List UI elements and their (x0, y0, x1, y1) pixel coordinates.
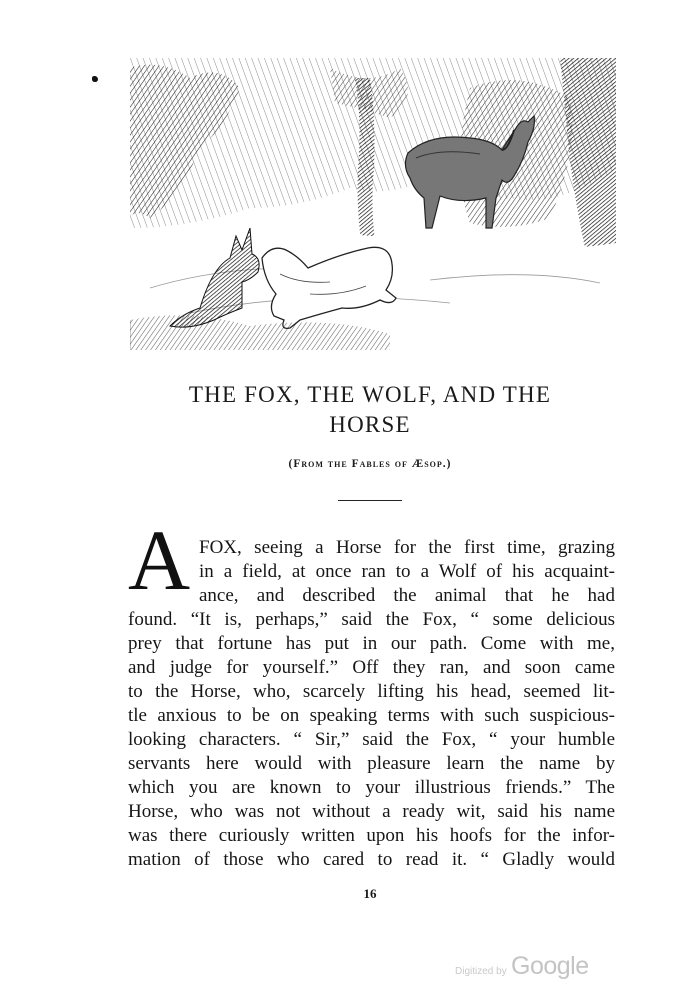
body-line: servants here would with pleasure learn the name by (128, 753, 615, 774)
body-line: FOX, seeing a Horse for the first time, grazing (199, 537, 615, 558)
body-line: and judge for yourself.” Off they ran, and soon came (128, 657, 615, 678)
google-logo: Google (511, 952, 589, 980)
source-attribution: (From the Fables of Æsop.) (288, 458, 452, 470)
body-line: tle anxious to be on speaking terms with such suspicious- (128, 705, 615, 726)
body-line: looking characters. “ Sir,” said the Fox, “ your humble (128, 729, 615, 750)
body-line: mation of those who cared to read it. “ Gladly would (128, 849, 615, 870)
chapter-title (120, 380, 620, 440)
engraving-illustration (130, 58, 616, 350)
body-line: found. “It is, perhaps,” said the Fox, “ some delicious (128, 609, 615, 630)
body-line: was there curiously written upon his hoofs for the infor- (128, 825, 615, 846)
body-line: Horse, who was not without a ready wit, said his name (128, 801, 615, 822)
body-line: which you are known to your illustrious friends.” The (128, 777, 615, 798)
chapter-title-line-1: THE FOX, THE WOLF, AND THE (188, 382, 552, 407)
body-line: to the Horse, who, scarcely lifting his head, seemed lit- (128, 681, 615, 702)
body-line: in a field, at once ran to a Wolf of his acquaint- (199, 561, 615, 582)
body-line: ance, and described the animal that he had (199, 585, 615, 606)
chapter-title-line-2: HORSE (329, 412, 411, 437)
body-line: prey that fortune has put in our path. Come with me, (128, 633, 615, 654)
fox-wolf-horse-engraving (130, 58, 616, 350)
watermark-prefix: Digitized by (455, 966, 507, 977)
ink-speck (92, 76, 98, 82)
divider-rule (338, 500, 402, 501)
drop-cap: A (128, 512, 191, 608)
page-number: 16 (363, 886, 377, 901)
digitized-watermark (455, 952, 605, 986)
